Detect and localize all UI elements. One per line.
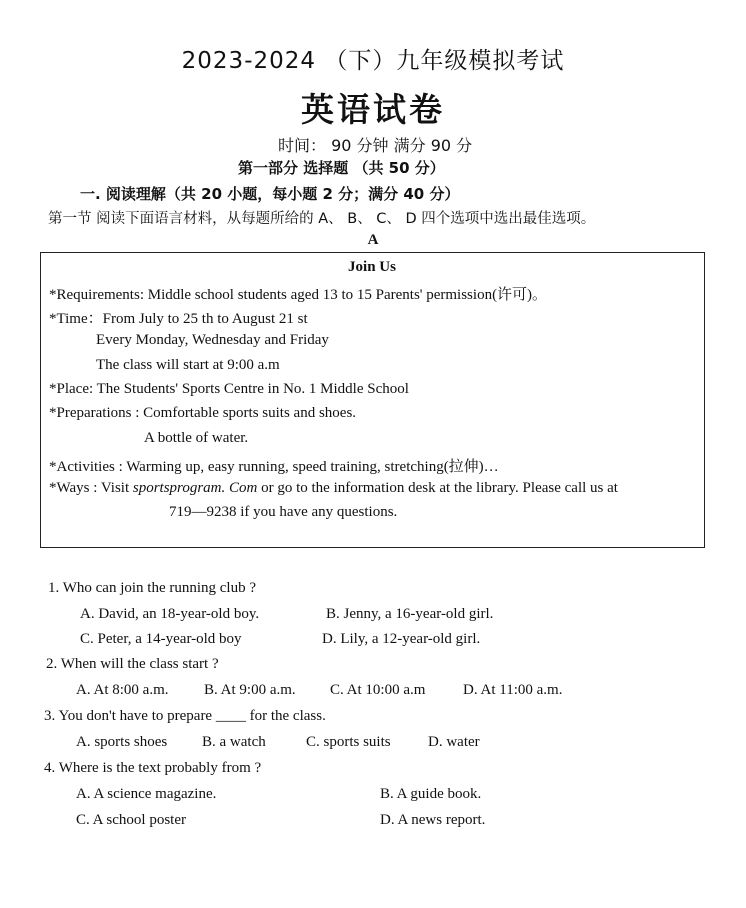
question-4-stem: 4. Where is the text probably from ? [44, 760, 262, 776]
paper-title: 英语试卷 [301, 90, 445, 129]
question-2-option-c[interactable]: C. At 10:00 a.m [330, 682, 426, 698]
notice-time: *Time：From July to 25 th to August 21 st [49, 311, 308, 327]
question-2-option-a[interactable]: A. At 8:00 a.m. [76, 682, 169, 698]
question-1-option-a[interactable]: A. David, an 18-year-old boy. [80, 606, 260, 622]
notice-preparations: *Preparations : Comfortable sports suits and shoes. [49, 405, 357, 421]
question-3-stem: 3. You don't have to prepare ____ for the class. [44, 708, 326, 724]
notice-place: *Place: The Students' Sports Centre in No. 1 Middle School [49, 381, 409, 397]
question-1-option-d[interactable]: D. Lily, a 12-year-old girl. [322, 631, 481, 647]
question-1-option-c[interactable]: C. Peter, a 14-year-old boy [80, 631, 242, 647]
question-4-option-a[interactable]: A. A science magazine. [76, 786, 217, 802]
question-3-option-c[interactable]: C. sports suits [306, 734, 391, 750]
question-3-option-d[interactable]: D. water [428, 734, 480, 750]
notice-title: Join Us [348, 259, 396, 275]
ways-prefix: *Ways : Visit [49, 480, 133, 496]
time-info: 时间： 90 分钟 满分 90 分 [278, 136, 473, 155]
part-heading: 第一部分 选择题 （共 50 分） [238, 159, 445, 177]
question-1-stem: 1. Who can join the running club ? [48, 580, 257, 596]
website-link[interactable]: sportsprogram. Com [132, 480, 258, 496]
notice-ways [49, 480, 618, 497]
question-3-option-a[interactable]: A. sports shoes [76, 734, 168, 750]
question-2-option-d[interactable]: D. At 11:00 a.m. [463, 682, 563, 698]
question-4-option-d[interactable]: D. A news report. [380, 812, 486, 828]
exam-title: 2023-2024 （下）九年级模拟考试 [181, 48, 565, 74]
notice-start: The class will start at 9:00 a.m [96, 357, 280, 373]
notice-activities: *Activities : Warming up, easy running, speed training, stretching(拉伸)… [49, 459, 499, 475]
question-4-option-b[interactable]: B. A guide book. [380, 786, 482, 802]
ways-suffix: or go to the information desk at the library. Please call us at [257, 480, 618, 496]
passage-label: A [367, 232, 379, 248]
notice-requirements: *Requirements: Middle school students aged 13 to 15 Parents' permission(许可)。 [49, 287, 548, 303]
question-1-option-b[interactable]: B. Jenny, a 16-year-old girl. [326, 606, 494, 622]
instruction: 第一节 阅读下面语言材料，从每题所给的 A、 B、 C、 D 四个选项中选出最佳选项。 [48, 211, 596, 227]
question-2-option-b[interactable]: B. At 9:00 a.m. [204, 682, 296, 698]
notice-water: A bottle of water. [144, 430, 249, 446]
notice-phone: 719—9238 if you have any questions. [169, 504, 398, 520]
notice-days: Every Monday, Wednesday and Friday [96, 332, 329, 348]
notice-box [40, 252, 705, 548]
question-4-option-c[interactable]: C. A school poster [76, 812, 187, 828]
question-2-stem: 2. When will the class start ? [46, 656, 219, 672]
section-heading: 一. 阅读理解（共 20 小题，每小题 2 分；满分 40 分） [80, 185, 460, 203]
question-3-option-b[interactable]: B. a watch [202, 734, 266, 750]
